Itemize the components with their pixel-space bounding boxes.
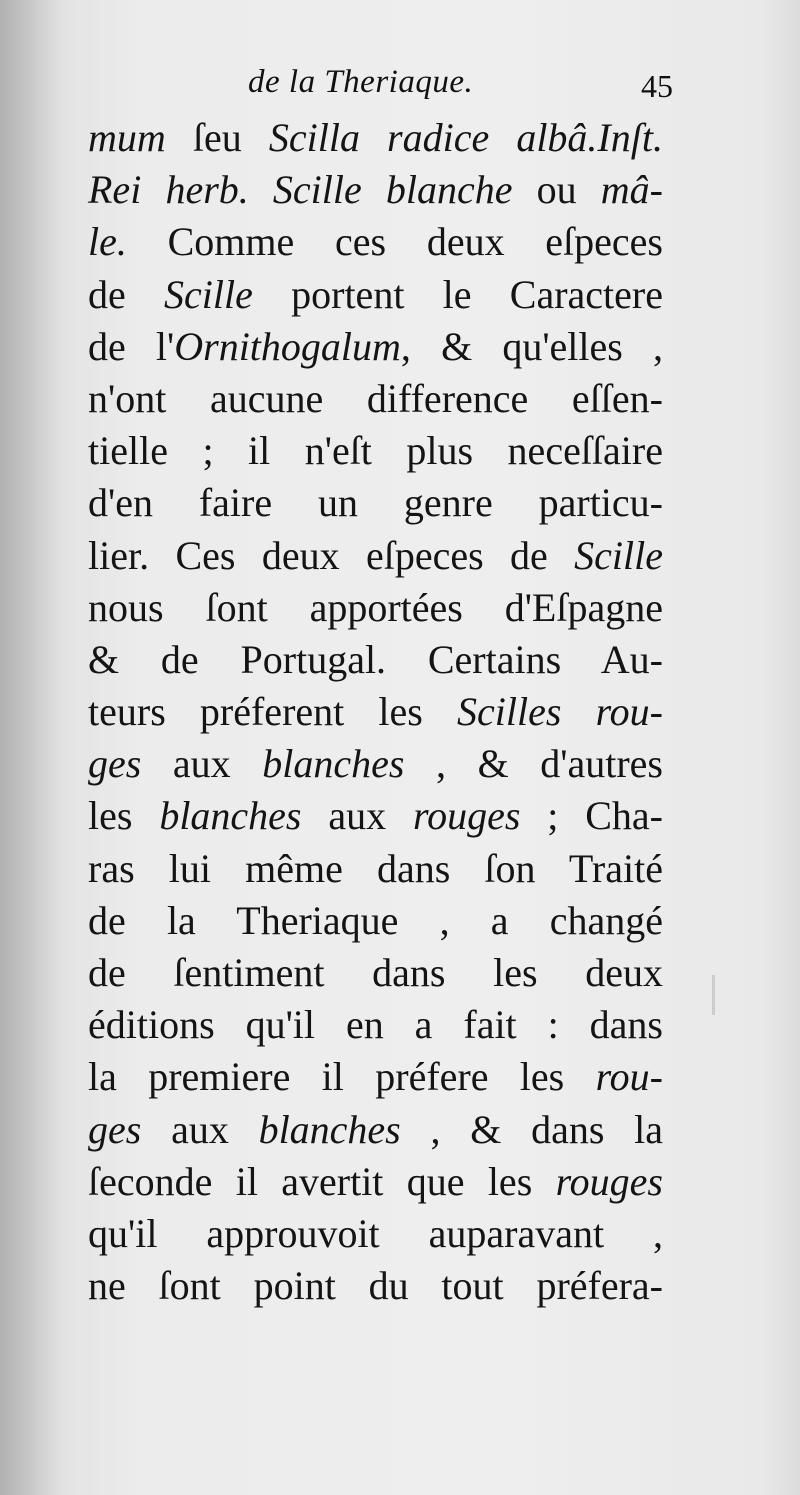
text-italic: rou- bbox=[595, 1054, 663, 1100]
running-title: de la Theriaque. bbox=[248, 64, 474, 100]
text-italic: ges bbox=[88, 741, 142, 787]
text-line-16 bbox=[88, 895, 663, 947]
text-roman: & de Portugal. Certains Au- bbox=[88, 636, 663, 682]
text-roman: , & qu'elles , bbox=[400, 323, 663, 369]
text-roman: qu'il approuvoit auparavant , bbox=[88, 1210, 663, 1256]
text-roman: portent le Caractere bbox=[252, 271, 663, 317]
text-line-15 bbox=[88, 843, 663, 895]
text-roman: ras lui même dans ſon Traité bbox=[88, 845, 663, 891]
text-roman: nous ſont apportées d'Eſpagne bbox=[88, 584, 663, 630]
body-text bbox=[88, 112, 663, 1312]
text-italic: rouges bbox=[555, 1158, 663, 1204]
text-line-14 bbox=[88, 790, 663, 842]
paper-mark bbox=[712, 975, 715, 1015]
text-italic: blanches bbox=[159, 793, 302, 839]
text-line-12 bbox=[88, 686, 663, 738]
text-roman: de la Theriaque , a changé bbox=[88, 897, 663, 943]
text-roman bbox=[249, 167, 273, 212]
text-roman: les bbox=[88, 793, 160, 839]
text-italic: Scilles rou- bbox=[457, 689, 663, 735]
text-line-9 bbox=[88, 530, 663, 582]
text-italic: Scille bbox=[574, 532, 663, 578]
text-roman: d'en faire un genre particu- bbox=[88, 480, 663, 526]
text-italic: blanches bbox=[258, 1106, 401, 1152]
text-line-5 bbox=[88, 321, 663, 373]
text-roman: , & dans la bbox=[400, 1106, 663, 1152]
text-line-4 bbox=[88, 269, 663, 321]
text-line-22 bbox=[88, 1208, 663, 1260]
text-roman: ſeu bbox=[165, 115, 269, 160]
page-header bbox=[88, 62, 673, 112]
text-italic: Scilla radice albâ.Inſt. bbox=[268, 115, 663, 160]
text-roman: lier. Ces deux eſpeces de bbox=[88, 532, 575, 578]
text-line-11 bbox=[88, 634, 663, 686]
spine-shadow bbox=[0, 0, 60, 1495]
text-line-2 bbox=[88, 164, 663, 216]
text-line-7 bbox=[88, 425, 663, 477]
text-roman: ſeconde il avertit que les bbox=[88, 1158, 556, 1204]
text-line-17 bbox=[88, 947, 663, 999]
text-line-21 bbox=[88, 1156, 663, 1208]
text-italic: Scille blanche bbox=[272, 167, 513, 213]
text-roman: Comme ces deux eſpeces bbox=[126, 219, 663, 265]
text-roman: de bbox=[88, 271, 165, 317]
text-roman: n'ont aucune difference eſſen- bbox=[88, 375, 663, 421]
text-italic: mâ- bbox=[600, 167, 664, 213]
text-italic: blanches bbox=[262, 741, 405, 787]
text-roman: aux bbox=[141, 741, 263, 787]
text-roman: aux bbox=[141, 1106, 259, 1152]
text-line-23 bbox=[88, 1260, 663, 1312]
text-italic: Scille bbox=[164, 271, 253, 317]
text-italic: Ornithogalum bbox=[174, 323, 401, 369]
page-number: 45 bbox=[641, 68, 673, 104]
text-roman: aux bbox=[301, 793, 413, 839]
text-roman: tielle ; il n'eſt plus neceſſaire bbox=[88, 428, 663, 474]
text-roman: ou bbox=[512, 167, 601, 213]
text-italic: mum bbox=[88, 115, 166, 160]
text-roman: ne ſont point du tout préfera- bbox=[88, 1263, 663, 1309]
text-roman: teurs préferent les bbox=[88, 689, 458, 735]
text-line-20 bbox=[88, 1104, 663, 1156]
text-line-6 bbox=[88, 373, 663, 425]
text-line-8 bbox=[88, 477, 663, 529]
text-italic: rouges bbox=[413, 793, 521, 839]
text-italic: Rei herb. bbox=[88, 167, 249, 213]
text-line-19 bbox=[88, 1051, 663, 1103]
text-italic: ges bbox=[88, 1106, 142, 1152]
text-italic: le. bbox=[88, 219, 127, 265]
text-line-3 bbox=[88, 216, 663, 268]
text-roman: de ſentiment dans les deux bbox=[88, 950, 663, 995]
text-line-13 bbox=[88, 738, 663, 790]
text-roman: ; Cha- bbox=[520, 793, 664, 839]
text-line-10 bbox=[88, 582, 663, 634]
text-roman: de l' bbox=[88, 323, 175, 369]
text-roman: éditions qu'il en a fait : dans bbox=[88, 1002, 663, 1048]
text-roman: , & d'autres bbox=[404, 741, 663, 787]
text-line-1 bbox=[88, 112, 663, 164]
text-roman: la premiere il préfere les bbox=[88, 1054, 596, 1100]
text-line-18 bbox=[88, 999, 663, 1051]
